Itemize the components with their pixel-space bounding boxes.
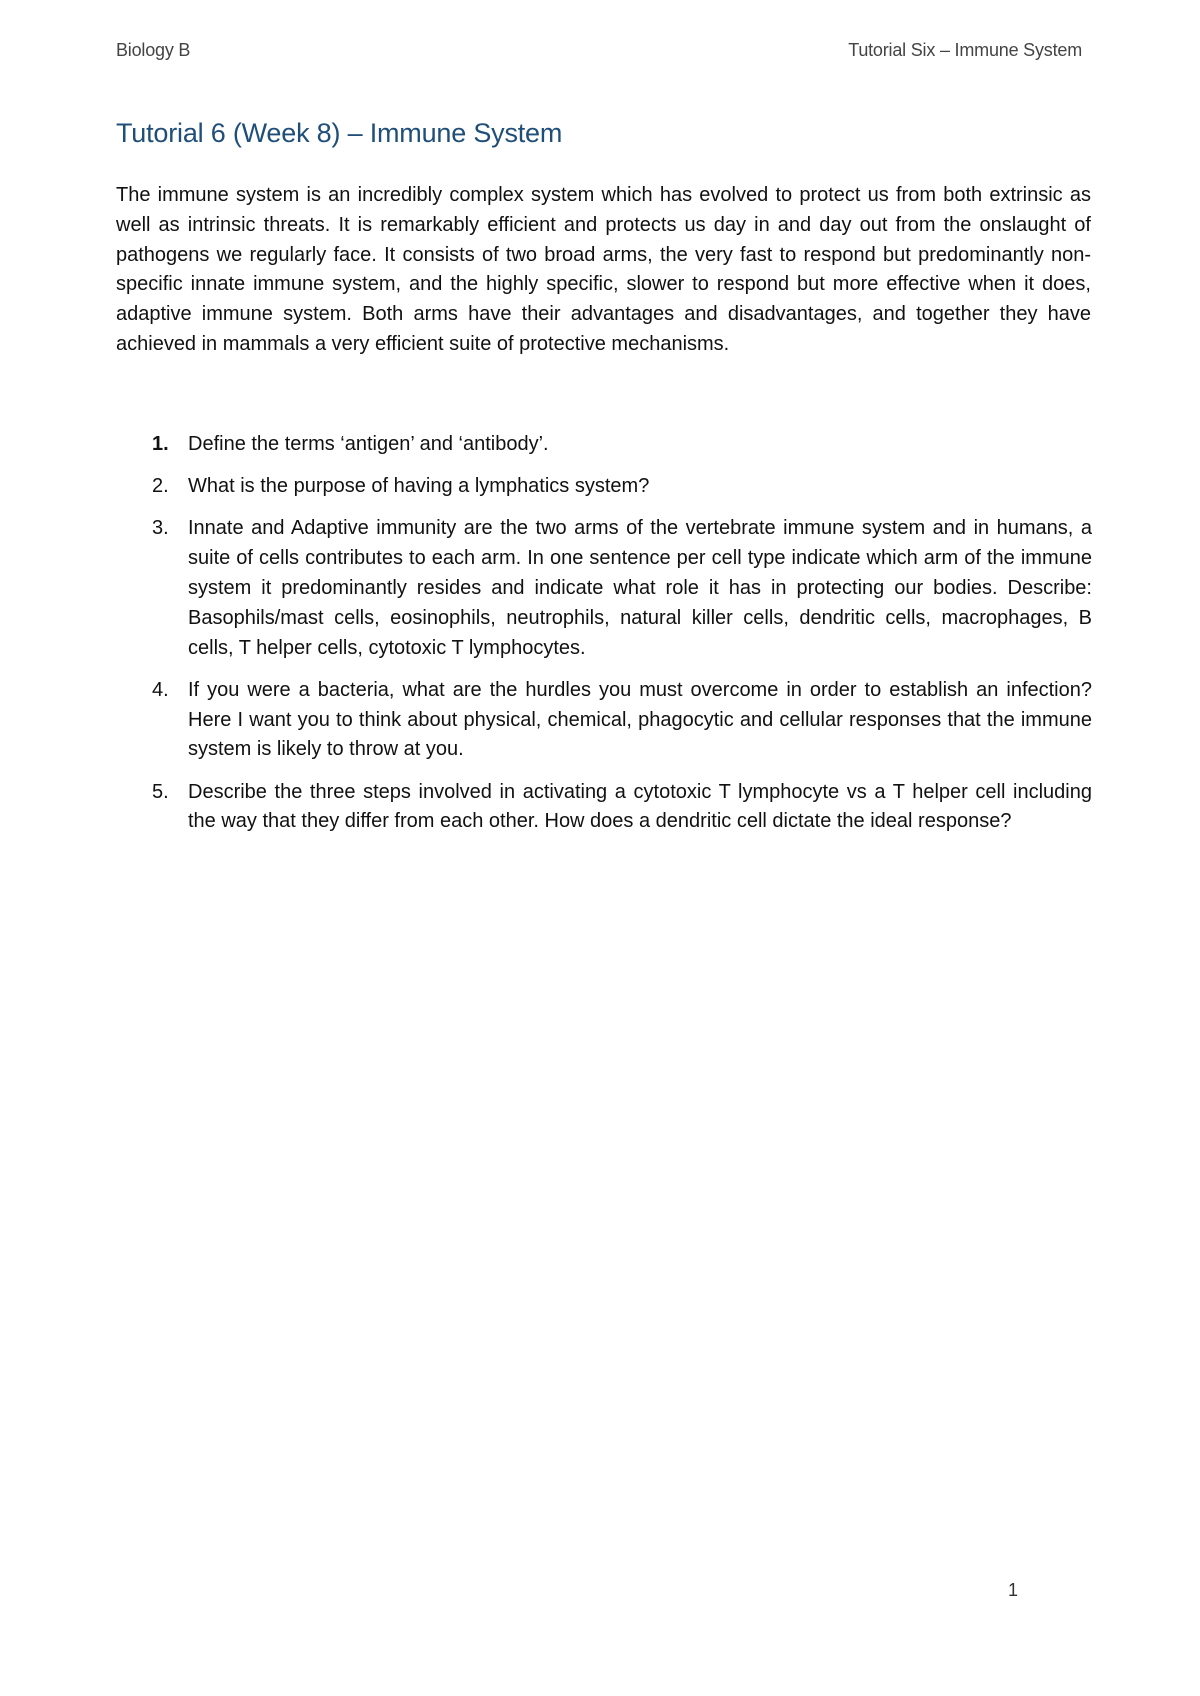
question-number: 2. (152, 475, 169, 498)
header-course-name: Biology B (116, 40, 191, 60)
question-number: 3. (152, 517, 169, 540)
question-number: 5. (152, 780, 169, 803)
page-title: Tutorial 6 (Week 8) – Immune System (116, 118, 563, 148)
question-text: Define the terms ‘antigen’ and ‘antibody’. (188, 433, 549, 455)
question-item (152, 472, 1092, 502)
intro-paragraph: The immune system is an incredibly complex system which has evolved to protect us from both extrinsic as well as intrinsic threats. It is remarkably efficient and protects us day in and day out from the onslaught of pathogens we regularly face. It consists of two broad arms, the very fast to respond but predominantly non-specific innate immune system, and the highly specific, slower to respond but more effective when it does, adaptive immune system. Both arms have their advantages and disadvantages, and together they have achieved in mammals a very efficient suite of protective mechanisms. (116, 184, 1091, 355)
question-text: If you were a bacteria, what are the hurdles you must overcome in order to establish an infection? Here I want you to think about physical, chemical, phagocytic and cellular responses that the immune system is likely to throw at you. (188, 678, 1092, 761)
page-number: 1 (1008, 1580, 1019, 1600)
header-tutorial-name: Tutorial Six – Immune System (848, 40, 1082, 60)
question-number: 1. (152, 433, 169, 455)
question-text: Innate and Adaptive immunity are the two arms of the vertebrate immune system and in humans, a suite of cells contributes to each arm. In one sentence per cell type indicate which arm of the immune system it predominantly resides and indicate what role it has in protecting our bodies. Describe: Basophils/mast cells, eosinophils, neutrophils, natural killer cells, dendritic cells, macrophages, B cells, T helper cells, cytotoxic T lymphocytes. (188, 517, 1092, 659)
question-text: Describe the three steps involved in activating a cytotoxic T lymphocyte vs a T helper cell including the way that they differ from each other. How does a dendritic cell dictate the ideal response? (188, 780, 1092, 833)
page-header (116, 40, 1082, 61)
question-number: 4. (152, 678, 169, 701)
question-text: What is the purpose of having a lymphatics system? (188, 475, 650, 498)
question-list (152, 430, 1092, 850)
question-item (152, 676, 1092, 765)
question-item (152, 778, 1092, 838)
question-item (152, 430, 1092, 460)
question-item (152, 514, 1092, 663)
